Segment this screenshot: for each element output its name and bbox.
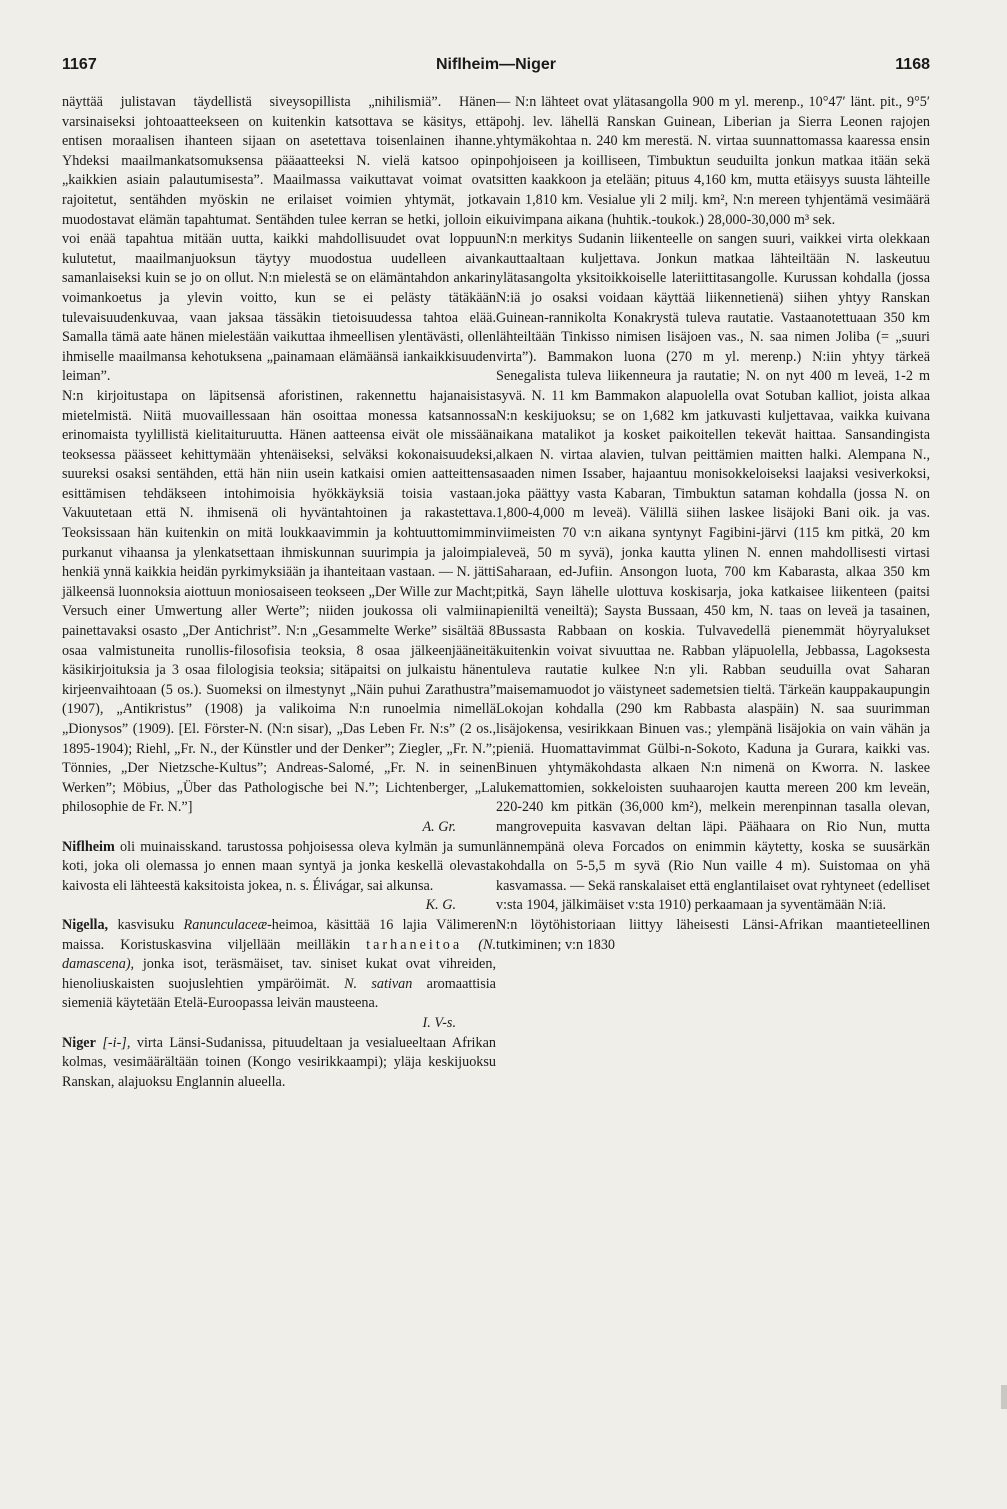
entry-niflheim — [62, 838, 496, 897]
running-title: Niflheim—Niger — [435, 56, 556, 73]
entry-text: virta Länsi-Sudanissa, pituudeltaan ja vesialueeltaan Afrikan kolmas, vesimäärältään toinen (Kongo vesirikkaampi); yläja keskijuoksu Ranskan, alajuoksu Englannin alueella. — [62, 1034, 496, 1090]
page-header — [62, 56, 930, 80]
headword: Nigella, — [62, 916, 109, 933]
nietzsche-continuation-paragraph: näyttää julistavan täydellistä siveysopillista „nihilismiä”. Hänen varsinaiseksi johtoaatteekseen on kuitenkin katsottava se käsitys, että entisen moraalisen ihanteen sijaan on asetettava toisenlainen ihanne. Yhdeksi maailmankatsomuksensa pääaatteeksi N. vielä katsoo opin „kaikkien asiain palautumisesta”. Maailmassa vaikuttavat voimat ovat rajoitetut, sentähden myöskin ne erilaiset voimien yhtymät, jotka muodostavat elämän tapahtumat. Sentähden tulee kerran se hetki, jolloin ei voi enää tapahtua mitään uutta, kaikki mahdollisuudet ovat loppuun kulutetut, maailmanjuoksun täytyy muodostua uudelleen aivan samanlaiseksi kuin se jo on ollut. N:n mielestä se on elämäntahdon ankarin voimankoetus ja ylevin voitto, kun se ei pelästy tätäkään tulevaisuudenkuvaa, vaan jaksaa tässäkin tietoisuudessa tahtoa elää. Samalla tämä aate hänen mielestään vaikuttaa ihmeellisen ylentävästi, ollen ihmiselle maailmansa kehotuksena „painamaan elämäänsä iankaikkisuuden leiman”. — [62, 94, 496, 385]
page-number-right: 1168 — [895, 56, 930, 73]
headword: Niger — [62, 1034, 96, 1051]
nietzsche-writing-paragraph: N:n kirjoitustapa on läpitsensä aforistinen, rakennettu hajanaisista mietelmistä. Niitä muovaillessaan hän osoittaa monessa katsannossa erinomaista tyylillistä kielitaituruutta. Hänen aatteensa eivät ole missään teoksessa päässeet kehittymään yhtenäiseksi, selväksi kokonaisuudeksi, suureksi osaksi sentähden, että hän niin usein katkaisi omien aatteittensa esittämisen tehdäkseen intohimoisia hyökkäyksiä toisia vastaan. Vakuutetaan että N. ihmisenä oli hyväntahtoinen ja rakastettava. Teoksissaan hän kuitenkin on mitä loukkaavimmin ja kohtuuttomimmin purkanut vihaansa ja ylenkatsettaan ihmiskunnan suurimpia ja jaloimpia henkiä ynnä kaikkia heidän pyrkimyksiään ja ihanteitaan vastaan. — N. jätti jälkeensä luonnoksia aiottuun moniosaiseen teokseen „Der Wille zur Macht; Versuch einer Umwertung aller Werte”; niiden joukossa oli valmiina painettavaksi osasto „Der Antichrist”. N:n „Gesammelte Werke” sisältää 8 osaa valmistuneita runollis-filosofisia teoksia, 8 osaa jälkeenjääneitä käsikirjoituksia ja 3 osaa filologisia teoksia; sitäpaitsi on julkaistu hänen kirjeenvaihtoaan (5 os.). Suomeksi on ilmestynyt „Näin puhui Zarathustra” (1907), „Antikristus” (1908) ja valikoima N:n runoelmia nimellä „Dionysos” (1909). [El. Förster-N. (N:n sisar), „Das Leben Fr. N:s” (2 os., 1895-1904); Riehl, „Fr. N., der Künstler und der Denker”; Ziegler, „Fr. N.”; Tönnies, „Der Nietzsche-Kultus”; Andreas-Salomé, „Fr. N. in seinen Werken”; Möbius, „Über das Pathologische bei N.”; Lichtenberger, „La philosophie de Fr. N.”] — [62, 387, 496, 816]
entry-text: aromaattisia siemeniä käytetään Etelä-Euroopassa leivän mausteena. — [62, 975, 496, 1012]
entry-text: oli muinaisskand. tarustossa pohjoisessa oleva kylmän ja sumun koti, joka oli olemassa jo ennen maan syntyä ja jonka keskellä olevasta kaivosta eli lähteestä kaksitoista jokea, n. s. Élivágar, sai alkunsa. — [62, 838, 496, 894]
page-edge-mark — [1001, 1385, 1007, 1409]
entry-text — [462, 937, 478, 953]
entry-nigella — [62, 916, 496, 1014]
family-name: Ranunculaceæ — [183, 916, 268, 933]
entry-text: jonka isot, teräsmäiset, tav. siniset kukat ovat vihreiden, hienoliuskaisten suojuslehtien ympäröimät. — [62, 956, 496, 992]
niger-traffic-paragraph: N:n merkitys Sudanin liikenteelle on sangen suuri, vaikkei virta olekkaan kauttaaltaan kuljettava. Jonkun matkaa lähteiltään N. laskeutuu ylätasangolta yksitoikkoiselle lateriittitasangolle. Kurussan kohdalla (jossa N:iä jo osaksi voidaan käyttää liikennetienä) siihen yhtyy Ranskan Guinean-rannikolta Konakrystä tuleva rautatie. Vastaanotettuaan 350 km lähteiltään Tinkisso nimisen lisäjoen vas., N. saa nimen Joliba (= „suuri virta”). Bammakon luona (270 m yl. merenp.) N:iin yhtyy tärkeä Senegalista tuleva liikenneura ja rautatie; N. on nyt 400 m leveä, 1-2 m syvä. N. 11 km Bammakon alapuolella ovat Sotuban kalliot, joista alkaa N:n keskijuoksu; se on 1,682 km jatkuvasti kuljettavaa, vaikka kuivana aikana matalikot ja kosket paikoitellen tekevät haittaa. Sansandingista alkaen N. virtaa alavien, tulvan peittämien maitten halki. Alempana N., saaden nimen Issaber, hajaantuu monisokkeloiseksi laajaksi vesiverkoksi, joka päättyy vasta Kabaran, Timbuktun sataman kohdalla (jossa N. on 1,800-4,000 m leveä). Välillä siihen laskee lisäjoki Bani oik. ja vas. viimeisten 70 v:n aikana syntynyt Fagibini-järvi (115 km pitkä, 20 km leveä, 50 m syvä), jonka kautta ylinen N. ennen mahdollisesti virtasi Saharaan, ed-Jufiin. Ansongon luota, 700 km Kabarasta, alkaa 350 km pitkä, Sayn lähelle ulottuva koskisarja, joka katkaisee liikenteen (paitsi pieniltä veneiltä); Saysta Bussaan, 450 km, N. taas on leveä ja tasainen, Bussasta Rabbaan on koskia. Tulvavedellä pienemmät höyryalukset kuitenkin voivat sivuuttaa ne. Rabban yläpuolella, Jebbassa, Lagoksesta tuleva rautatie kulkee N:n yli. Rabban seuduilla ovat Saharan maisemamuodot jo väistyneet sademetsien tieltä. Tärkeän kauppakaupungin Lokojan kohdalla (290 km Rabbasta alaspäin) N. saa suurimman lisäjokensa, vesirikkaan Binuen vas.; ylempänä lisäjokia on vain vähän ja pieniä. Huomattavimmat Gülbi-n-Sokoto, Kaduna ja Gurara, kaikki vas. Binuen yhtymäkohdasta alkaen N:n nimenä on Kworra. N. laskee lukemattomien, sokkeloisten suuhaarojen kautta mereen 200 km leveän, 220-240 km pitkän (36,000 km²), melkein merenpinnan tasalla olevan, mangrovepuita kasvavan deltan läpi. Päähaara on Rio Nun, mutta lännempänä oleva Forcados on enimmin käytetty, koska se suusärkän kohdalla on 5-5,5 m syvä (Rio Nun vaille 4 m). Suistomaa on yhä kasvamassa. — Sekä ranskalaiset että englantilaiset ovat ryhtyneet (edelliset v:sta 1904, jälkimäiset v:sta 1910) perkaamaan ja syventämään N:iä. — [496, 231, 930, 914]
left-column — [62, 93, 496, 1092]
signature: K. G. — [425, 897, 456, 914]
entry-niger — [62, 1034, 496, 1093]
pronunciation: [-i-], — [95, 1034, 131, 1051]
entry-text: kasvisuku — [108, 916, 184, 933]
signature: A. Gr. — [422, 818, 456, 835]
spaced-term: tarhaneitoa — [366, 936, 463, 953]
latin-name: (N. damascena), — [62, 936, 496, 973]
headword: Niflheim — [62, 838, 115, 855]
signature: I. V-s. — [422, 1014, 456, 1031]
page-number-left: 1167 — [62, 56, 97, 73]
latin-name: N. sativan — [344, 975, 413, 992]
right-column — [496, 93, 930, 955]
niger-history-paragraph: N:n löytöhistoriaan liittyy läheisesti Länsi-Afrikan maantieteellinen tutkiminen; v:n 1830 — [496, 916, 930, 953]
entry-text: -heimoa, käsittää 16 lajia Välimeren maissa. Koristuskasvina viljellään meilläkin — [62, 916, 496, 953]
niger-sources-paragraph: — N:n lähteet ovat ylätasangolla 900 m yl. merenp., 10°47′ länt. pit., 9°5′ pohj. lev. lähellä Ranskan Guinean, Liberian ja Sierra Leonen rajojen yhtymäkohtaa n. 240 km merestä. N. virtaa suunnattomassa kaaressa ensin pohjoiseen ja koilliseen, Timbuktun seuduilta jonkun matkaa itään sekä sitten kaakkoon ja etelään; pituus 4,160 km, mutta etäisyys suusta lähteille vain 1,810 km. Vesialue yli 2 milj. km², N:n mereen tyhjentämä vesimäärä kuivimpana aikana (huhtik.-toukok.) 28,000-30,000 m³ sek. — [496, 94, 930, 228]
